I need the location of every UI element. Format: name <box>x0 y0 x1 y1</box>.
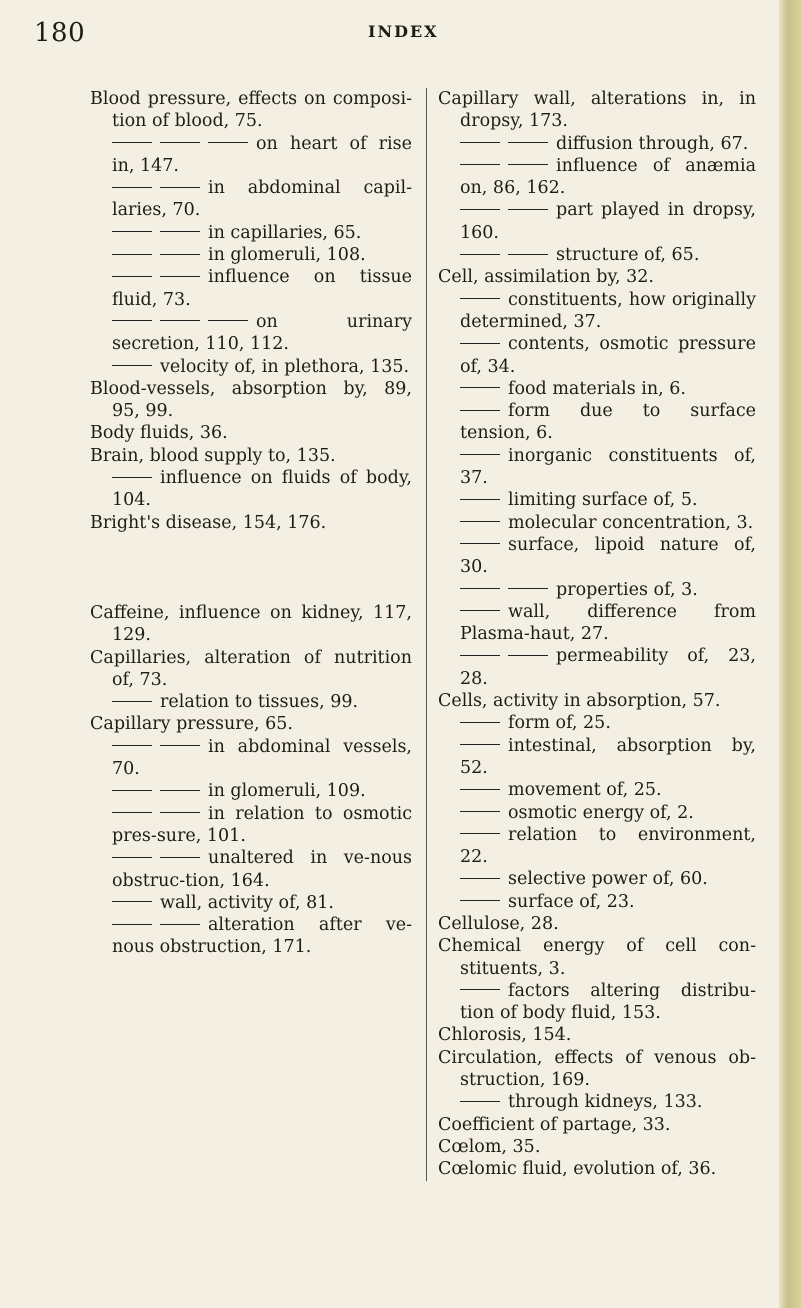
index-entry-text: through kidneys, 133. <box>508 1092 703 1113</box>
ditto-dash <box>460 811 500 812</box>
ditto-dash <box>160 924 200 925</box>
index-entry-text: inorganic constituents of, 37. <box>460 445 756 489</box>
index-entry-text: Body fluids, 36. <box>90 423 228 444</box>
ditto-dash <box>112 320 152 321</box>
index-entry <box>438 244 756 266</box>
index-entry-text: surface of, 23. <box>508 891 635 912</box>
index-entry-text: Chemical energy of cell con-stituents, 3. <box>438 936 756 979</box>
ditto-dash <box>160 320 200 321</box>
index-entry-text: Cell, assimilation by, 32. <box>438 267 654 288</box>
ditto-dash <box>460 900 500 901</box>
index-entry-text: alteration after ve-nous obstruction, 171. <box>112 915 412 958</box>
index-entry-text: contents, osmotic pressure of, 34. <box>460 334 756 377</box>
index-entry-text: relation to tissues, 99. <box>160 692 359 713</box>
index-entry <box>90 780 412 802</box>
index-entry-text: wall, difference from Plasma-haut, 27. <box>460 601 756 645</box>
index-entry-text: selective power of, 60. <box>508 869 708 890</box>
ditto-dash <box>508 254 548 255</box>
index-entry-text: Caffeine, influence on kidney, 117, 129. <box>90 602 412 646</box>
index-entry-text: Chlorosis, 154. <box>438 1025 572 1046</box>
index-entry-text: molecular concentration, 3. <box>508 512 754 533</box>
index-entry <box>438 1158 756 1180</box>
index-entry <box>438 735 756 780</box>
index-entry <box>438 155 756 200</box>
index-entry <box>438 980 756 1025</box>
index-entry-text: food materials in, 6. <box>508 378 686 399</box>
ditto-dash <box>112 231 152 232</box>
index-entry <box>438 802 756 824</box>
index-entry <box>438 445 756 490</box>
index-entry <box>438 1091 756 1113</box>
index-entry <box>438 824 756 869</box>
index-entry-text: influence of anæmia on, 86, 162. <box>460 155 756 199</box>
index-entry-text: in glomeruli, 108. <box>208 245 366 266</box>
index-entry <box>438 266 756 288</box>
index-entry-text: in abdominal capil-laries, 70. <box>112 178 412 221</box>
index-entry <box>438 534 756 579</box>
index-entry <box>438 489 756 511</box>
index-entry <box>438 1114 756 1136</box>
index-entry <box>90 133 412 178</box>
ditto-dash <box>460 989 500 990</box>
index-entry-text: influence on tissue fluid, 73. <box>112 267 412 310</box>
index-entry <box>438 289 756 334</box>
index-entry <box>438 1047 756 1092</box>
ditto-dash <box>460 722 500 723</box>
ditto-dash <box>112 790 152 791</box>
ditto-dash <box>460 209 500 210</box>
index-entry <box>438 645 756 690</box>
ditto-dash <box>112 701 152 702</box>
ditto-dash <box>112 254 152 255</box>
index-entry <box>438 779 756 801</box>
ditto-dash <box>460 521 500 522</box>
ditto-dash <box>160 187 200 188</box>
index-entry <box>438 891 756 913</box>
ditto-dash <box>160 790 200 791</box>
index-entry <box>438 88 756 133</box>
index-entry <box>438 1024 756 1046</box>
index-entry <box>90 914 412 959</box>
index-entry <box>90 512 412 534</box>
index-entry-text: Capillaries, alteration of nutrition of, 73. <box>90 647 412 690</box>
ditto-dash <box>460 878 500 879</box>
running-head: INDEX <box>368 22 439 41</box>
index-entry-text: movement of, 25. <box>508 780 662 801</box>
index-entry-text: diffusion through, 67. <box>556 133 749 154</box>
index-entry-text: Coefficient of partage, 33. <box>438 1114 671 1135</box>
ditto-dash <box>160 857 200 858</box>
ditto-dash <box>460 789 500 790</box>
index-entry <box>438 712 756 734</box>
ditto-dash <box>460 164 500 165</box>
index-entry <box>438 512 756 534</box>
ditto-dash <box>160 745 200 746</box>
ditto-dash <box>460 833 500 834</box>
index-entry-text: in abdominal vessels, 70. <box>112 736 412 780</box>
index-entry-text: osmotic energy of, 2. <box>508 802 694 823</box>
index-column-left <box>90 88 412 959</box>
index-entry-text: Capillary pressure, 65. <box>90 714 293 735</box>
index-entry <box>438 579 756 601</box>
ditto-dash <box>112 857 152 858</box>
section-gap <box>90 534 412 602</box>
ditto-dash <box>508 142 548 143</box>
ditto-dash <box>112 142 152 143</box>
index-entry <box>90 736 412 781</box>
ditto-dash <box>508 209 548 210</box>
index-entry-text: factors altering distribu-tion of body fluid, 153. <box>460 980 756 1024</box>
index-entry <box>90 266 412 311</box>
index-entry <box>90 177 412 222</box>
ditto-dash <box>460 254 500 255</box>
ditto-dash <box>112 187 152 188</box>
index-entry <box>90 713 412 735</box>
index-entry <box>438 333 756 378</box>
index-entry-text: Capillary wall, alterations in, in dropsy, 173. <box>438 89 756 132</box>
index-entry <box>90 892 412 914</box>
index-entry <box>90 356 412 378</box>
index-entry <box>90 647 412 692</box>
index-entry-text: Circulation, effects of venous ob-struction, 169. <box>438 1047 756 1091</box>
index-entry-text: relation to environment, 22. <box>460 824 756 868</box>
index-entry <box>90 88 412 133</box>
ditto-dash <box>460 298 500 299</box>
index-entry-text: form due to surface tension, 6. <box>460 401 756 444</box>
index-entry-text: on heart of rise in, 147. <box>112 133 412 176</box>
index-entry-text: velocity of, in plethora, 135. <box>160 356 410 377</box>
ditto-dash <box>160 231 200 232</box>
ditto-dash <box>112 477 152 478</box>
index-entry <box>90 445 412 467</box>
index-entry <box>438 378 756 400</box>
index-entry <box>90 602 412 647</box>
ditto-dash <box>460 588 500 589</box>
index-entry <box>438 601 756 646</box>
ditto-dash <box>112 924 152 925</box>
ditto-dash <box>160 254 200 255</box>
index-entry-text: wall, activity of, 81. <box>160 892 334 913</box>
index-entry-text: Brain, blood supply to, 135. <box>90 445 336 466</box>
index-entry-text: intestinal, absorption by, 52. <box>460 735 756 778</box>
index-entry <box>438 400 756 445</box>
index-entry <box>90 222 412 244</box>
ditto-dash <box>208 142 248 143</box>
index-entry <box>438 1136 756 1158</box>
index-column-right <box>426 88 756 1181</box>
index-entry-text: part played in dropsy, 160. <box>460 200 756 243</box>
index-entry-text: Blood-vessels, absorption by, 89, 95, 99. <box>90 378 412 422</box>
index-entry-text: Blood pressure, effects on composi-tion of blood, 75. <box>90 89 412 132</box>
index-entry-text: Cœlomic fluid, evolution of, 36. <box>438 1159 717 1180</box>
index-entry-text: influence on fluids of body, 104. <box>112 468 412 511</box>
ditto-dash <box>508 655 548 656</box>
ditto-dash <box>112 901 152 902</box>
page-number: 180 <box>34 18 86 48</box>
index-entry-text: on urinary secretion, 110, 112. <box>112 311 412 355</box>
index-entry-text: in glomeruli, 109. <box>208 781 366 802</box>
ditto-dash <box>112 365 152 366</box>
index-entry <box>438 133 756 155</box>
index-entry <box>438 690 756 712</box>
index-entry <box>90 422 412 444</box>
ditto-dash <box>460 744 500 745</box>
ditto-dash <box>112 745 152 746</box>
index-entry-text: Cœlom, 35. <box>438 1136 541 1157</box>
index-entry <box>90 691 412 713</box>
index-entry-text: permeability of, 23, 28. <box>460 646 756 689</box>
index-entry <box>438 868 756 890</box>
ditto-dash <box>460 655 500 656</box>
index-entry-text: in capillaries, 65. <box>208 222 362 243</box>
ditto-dash <box>112 276 152 277</box>
ditto-dash <box>508 588 548 589</box>
ditto-dash <box>460 343 500 344</box>
ditto-dash <box>460 610 500 611</box>
index-entry-text: Cells, activity in absorption, 57. <box>438 691 721 712</box>
index-entry <box>90 378 412 423</box>
index-entry-text: properties of, 3. <box>556 579 698 600</box>
index-entry <box>90 847 412 892</box>
index-entry <box>90 467 412 512</box>
index-entry <box>438 199 756 244</box>
index-entry-text: limiting surface of, 5. <box>508 490 698 511</box>
ditto-dash <box>112 812 152 813</box>
index-entry <box>438 913 756 935</box>
ditto-dash <box>460 1101 500 1102</box>
index-entry-text: Cellulose, 28. <box>438 913 559 934</box>
index-entry <box>90 803 412 848</box>
index-entry <box>90 311 412 356</box>
index-entry-text: unaltered in ve-nous obstruc-tion, 164. <box>112 848 412 891</box>
ditto-dash <box>208 320 248 321</box>
ditto-dash <box>460 454 500 455</box>
index-entry <box>90 244 412 266</box>
ditto-dash <box>160 276 200 277</box>
index-entry-text: in relation to osmotic pres-sure, 101. <box>112 803 412 846</box>
index-entry-text: structure of, 65. <box>556 245 700 266</box>
index-entry-text: constituents, how originally determined, 37. <box>460 289 756 332</box>
ditto-dash <box>460 142 500 143</box>
ditto-dash <box>460 499 500 500</box>
ditto-dash <box>460 410 500 411</box>
index-entry <box>438 935 756 980</box>
ditto-dash <box>160 142 200 143</box>
ditto-dash <box>508 164 548 165</box>
ditto-dash <box>460 387 500 388</box>
ditto-dash <box>460 543 500 544</box>
page-edge <box>779 0 801 1308</box>
index-entry-text: form of, 25. <box>508 713 611 734</box>
index-entry-text: surface, lipoid nature of, 30. <box>460 534 756 578</box>
ditto-dash <box>160 812 200 813</box>
index-entry-text: Bright's disease, 154, 176. <box>90 512 327 533</box>
